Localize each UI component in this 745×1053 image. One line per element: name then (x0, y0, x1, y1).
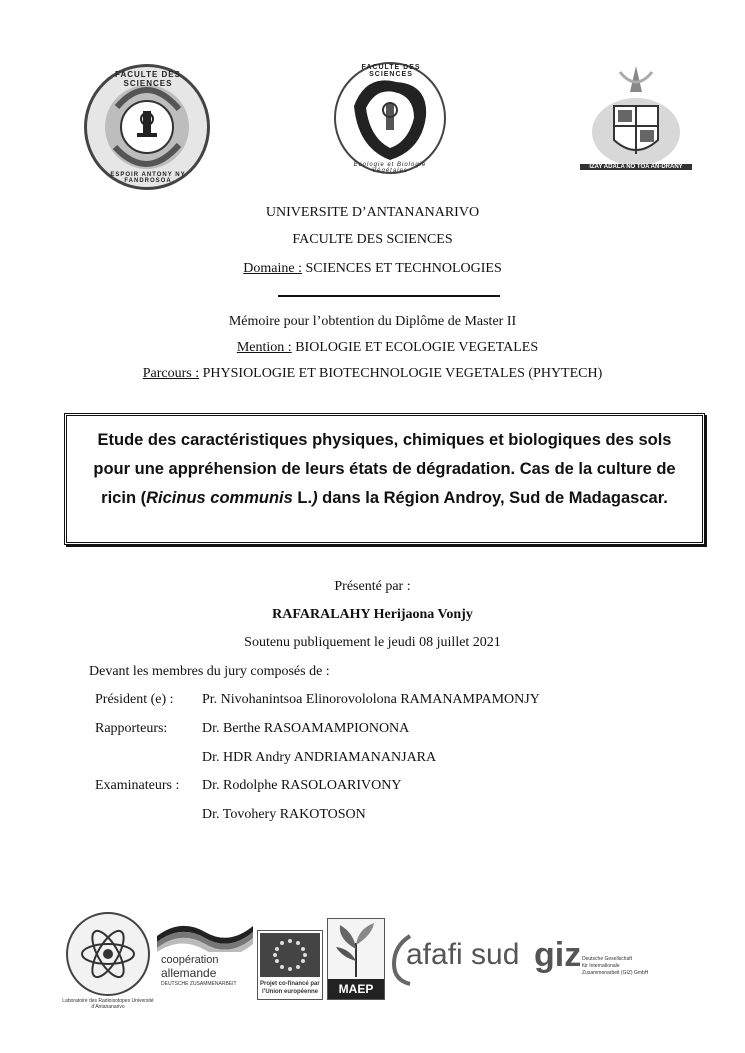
title-part2: L. (292, 489, 313, 507)
president-role: Président (e) : (95, 692, 174, 707)
author-name: RAFARALAHY Herijaona Vonjy (272, 607, 473, 622)
maep-text: MAEP (328, 979, 384, 999)
giz-logo (534, 936, 674, 992)
memoire-line: Mémoire pour l’obtention du Diplôme de Master II (228, 314, 517, 329)
logo-center-bottom-text: Ecologie et Biologie Végétales (353, 162, 427, 174)
jury-intro: Devant les membres du jury composés de : (89, 664, 330, 679)
crest-shield-icon (580, 62, 692, 170)
giz-line-1: Deutsche Gesellschaft (582, 956, 633, 962)
mention-value: BIOLOGIE ET ECOLOGIE VEGETALES (295, 340, 539, 355)
title-species: Ricinus communis (146, 489, 293, 507)
title-part4: dans la Région Androy, Sud de Madagascar. (317, 489, 668, 507)
domain-line (0, 261, 745, 277)
defense-date: Soutenu publiquement le jeudi 08 juillet 2021 (244, 635, 501, 650)
examinateurs-role: Examinateurs : (95, 778, 180, 793)
plant-emblem-icon (336, 64, 444, 172)
cooperation-allemande-logo (157, 918, 253, 992)
giz-text: giz (534, 936, 582, 974)
eu-text-1: Projet co-financé par (260, 981, 320, 987)
logo-left-bottom-text: ESPOIR ANTONY NY FANDROSOA (110, 172, 186, 184)
president-name: Pr. Nivohanintsoa Elinorovololona RAMANAMPAMONJY (202, 692, 540, 707)
parcours-label: Parcours : (142, 366, 200, 381)
parcours-value: PHYSIOLOGIE ET BIOTECHNOLOGIE VEGETALES (PHYTECH) (202, 366, 603, 381)
lab-logo-text: Laboratoire des Radioisotopes Université d’Antananarivo (62, 998, 154, 1010)
domain-label: Domaine : (243, 261, 302, 276)
lab-radioisotopes-logo (66, 912, 150, 996)
plant-sprout-icon (328, 919, 384, 979)
atom-icon (68, 914, 148, 994)
giz-line-3: Zusammenarbeit (GIZ) GmbH (582, 970, 649, 976)
giz-line-2: für Internationale (582, 963, 620, 969)
rapporteur-2: Dr. HDR Andry ANDRIAMANANJARA (202, 750, 437, 765)
rapporteurs-role: Rapporteurs: (95, 721, 168, 736)
faculty-name: FACULTE DES SCIENCES (292, 232, 453, 247)
university-name: UNIVERSITE D’ANTANANARIVO (265, 205, 480, 220)
divider-line (278, 295, 500, 297)
mention-label: Mention : (236, 340, 292, 355)
afafi-sud-logo (390, 930, 530, 990)
mention-line (0, 340, 745, 356)
examinateur-1: Dr. Rodolphe RASOLOARIVONY (202, 778, 402, 793)
presented-by: Présenté par : (334, 579, 411, 594)
eu-flag-icon (260, 933, 320, 977)
domain-value: SCIENCES ET TECHNOLOGIES (305, 261, 502, 276)
logo-left-top-text: FACULTE DES SCIENCES (115, 70, 181, 88)
maep-logo (327, 918, 385, 1000)
examinateur-2: Dr. Tovohery RAKOTOSON (202, 807, 366, 822)
university-crest-logo-right (580, 62, 692, 180)
parcours-line (0, 366, 745, 382)
title-part3: ) (312, 489, 318, 507)
rapporteur-1: Dr. Berthe RASOAMAMPIONONA (202, 721, 410, 736)
title-part1: Etude des caractéristiques physiques, chimiques et biologiques des sols pour une appréhension de leurs états de dégradation. Cas de la culture de ricin ( (93, 431, 676, 507)
faculty-sciences-logo-center (334, 62, 446, 174)
coop-line-3: DEUTSCHE ZUSAMMENARBEIT (161, 981, 237, 987)
logo-center-top-text: FACULTE DES SCIENCES (361, 64, 421, 78)
crest-motto: IZAY ADALA NO TOA AN-DRANY (580, 164, 692, 170)
eu-text-2: l’Union européenne (262, 989, 319, 995)
afafi-text: afafi sud (406, 938, 520, 971)
coop-line-1: coopération (161, 954, 219, 966)
eu-flag-logo (257, 930, 323, 1000)
flag-wave-icon (157, 918, 253, 952)
thesis-title-box (64, 413, 705, 545)
coop-line-2: allemande (161, 966, 217, 980)
